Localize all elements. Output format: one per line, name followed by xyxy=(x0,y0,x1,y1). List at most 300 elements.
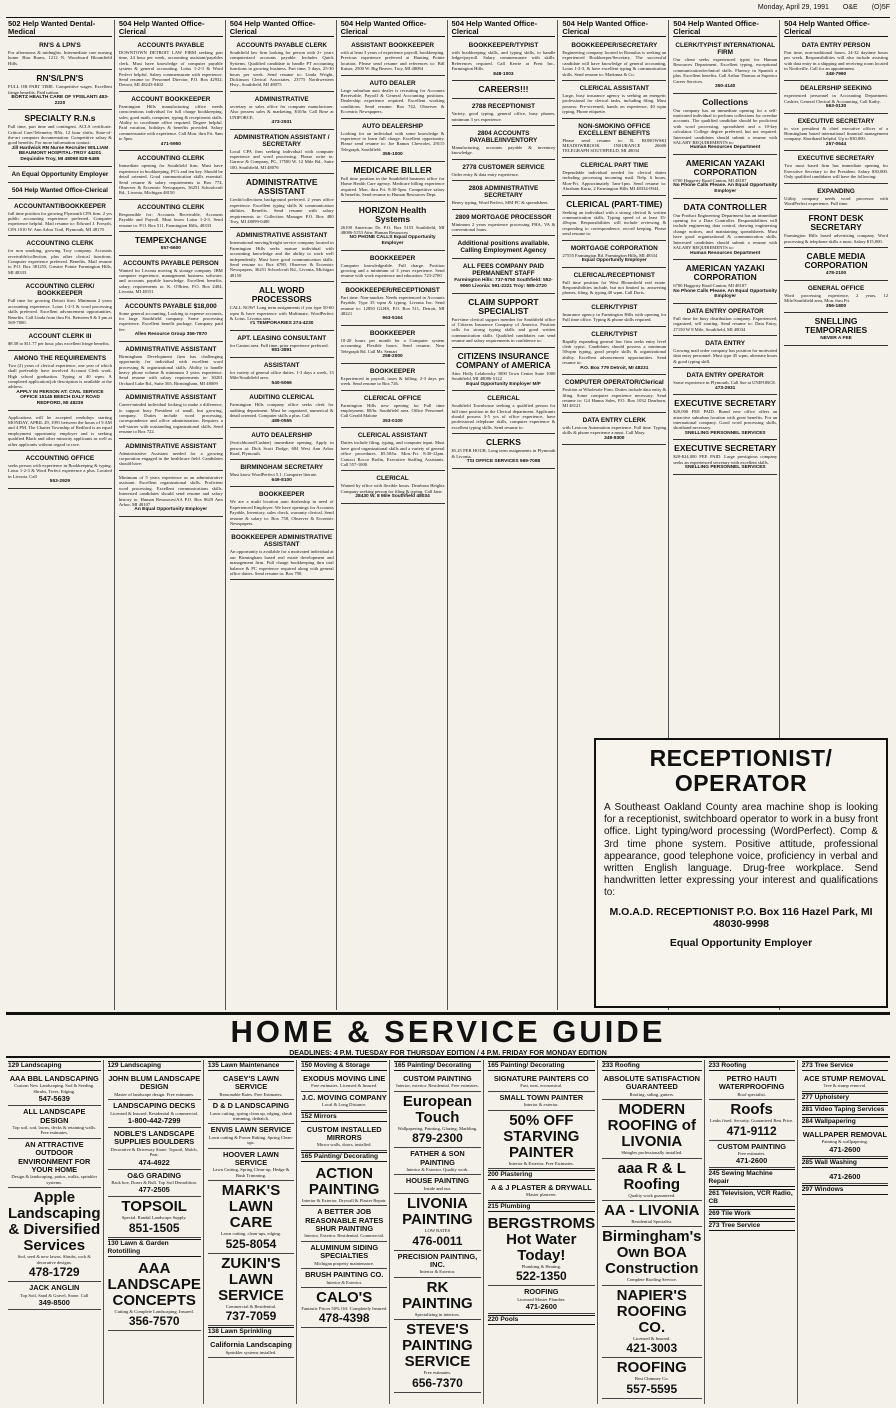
classified-ad xyxy=(562,83,666,119)
guide-ad-body: Lawn Cutting, Spring Clean-up, Hedge & Bush Trimming. xyxy=(212,1167,290,1178)
guide-ad-name: MODERN ROOFING of LIVONIA xyxy=(607,1101,696,1151)
guide-category: 261 Television, VCR Radio, CB xyxy=(709,1189,795,1207)
classified-ad xyxy=(784,283,888,313)
guide-category: 165 Painting/ Decorating xyxy=(301,1152,387,1162)
guide-ad-body: Master of landscape design. Free estimates. xyxy=(114,1091,195,1097)
guide-ad-phone: 471-9112 xyxy=(726,1123,777,1138)
guide-ad xyxy=(8,1188,101,1282)
guide-ad-name: AAA LANDSCAPE CONCEPTS xyxy=(107,1259,201,1309)
classified-ad xyxy=(562,243,666,268)
ad-body: to vice president & chief executive officer of a Birmingham based international financial management company. Shorthand helpful. Up to $30,000. xyxy=(784,125,888,142)
ad-heading: ACCOUNTANT/BOOKKEEPER xyxy=(14,202,106,210)
ad-footer: 563-0130 xyxy=(825,104,847,110)
guide-ad xyxy=(709,1073,795,1100)
ad-footer: Allen Resource Group 356-7870 xyxy=(134,332,207,338)
guide-ad xyxy=(488,1111,596,1169)
guide-ad-body: Reasonable Rates. Free Estimates. xyxy=(219,1091,283,1097)
guide-ad xyxy=(208,1073,294,1100)
guide-ad xyxy=(394,1251,480,1278)
guide-ad-name: D & D LANDSCAPING xyxy=(212,1101,290,1111)
ad-heading: CLERICAL xyxy=(376,475,409,483)
ad-heading: 2804 ACCOUNTS PAYABLE/INVENTORY xyxy=(469,130,538,145)
masthead-page: (O)5F xyxy=(871,4,890,11)
ad-body: We are a multi location auto dealership in need of Experienced Employee. We have openings for Accounts Payable, Inventory, sales check, warranty clerical. Send resume & salary to: Box 758, Observer & Eccentric Newspapers. xyxy=(229,499,334,527)
ad-heading: DATA ENTRY PERSON xyxy=(801,42,871,49)
ad-body: DOWNTOWN DETROIT LAW FIRM seeking part time, 24 hour per week, accounting assistant/payables clerk. Must have knowledge of computer payable system & general accounting. Lotus 1-2-3 & Word Perfect helpful. Salary commensurate with experience. Send resume to: Personnel Director, P.O. Box 42932, Detroit, MI 48243-0402 xyxy=(118,50,223,88)
classified-ad xyxy=(341,121,445,162)
receptionist-heading: RECEPTIONIST/ OPERATOR xyxy=(649,745,833,796)
guide-ad xyxy=(394,1092,480,1148)
guide-ad-phone: 1-800-442-7299 xyxy=(127,1116,181,1126)
ad-footer: 473-2931 xyxy=(715,385,736,391)
ad-body: full time position for growing Plymouth CPA firm. 2 yrs public accounting experience preferred. Computer experience helpful. Mail resume to: Edward J. Forsyth, CPA 1010 W. Ann Arbor Trail, Plymouth, MI 48170 xyxy=(8,210,112,232)
ad-body: Part time, non-traditional hours, 24-32 daytime hours per week. Responsibilities will also include assisting with data entry in a shipping and receiving room located in Northville. Call for an appointment. xyxy=(784,50,888,72)
classified-ad xyxy=(8,453,112,489)
guide-ad-body: Design & landscaping, patios, walks, sprinkler systems. xyxy=(11,1174,98,1185)
guide-ad xyxy=(709,1141,795,1169)
column-heading: 504 Help Wanted Office-Clerical xyxy=(562,20,666,37)
guide-ad-name: CUSTOM PAINTING xyxy=(403,1074,472,1083)
guide-ad-body: Licensed & Insured. xyxy=(633,1335,671,1341)
ad-footer: 471-5950 xyxy=(160,141,181,147)
ad-heading: DATA CONTROLLER xyxy=(683,201,767,212)
ad-heading: ACCOUNTS PAYABLE xyxy=(137,42,205,49)
guide-ad-body: Commercial & Residential. xyxy=(225,1303,277,1309)
classified-ad xyxy=(562,270,666,300)
ad-footer: 28430 W. 8 Mile Southfield 48034 xyxy=(355,494,430,500)
guide-ad-name: SMALL TOWN PAINTER xyxy=(499,1092,584,1102)
guide-ad-phone: 879-2300 xyxy=(412,1131,463,1146)
guide-ad xyxy=(208,1100,294,1124)
ad-body: Some experience in Plymouth. Call Sue at UNIFORCE. xyxy=(673,380,777,386)
guide-ad xyxy=(602,1358,701,1398)
receptionist-body: A Southeast Oakland County area machine shop is looking for a receptionist, switchboard operator to work in a busy front office. Light typing/word processing (WordPerfect). Comp & 3rd time phone system. Positive attitude, professional appearance, good telephone voice, proficiency in verbal and written English language. Drug-free workplace. Send handwritten letter expressing your interest and qualifications to: xyxy=(604,802,878,899)
classified-ad xyxy=(230,462,334,487)
classified-ad xyxy=(341,40,445,76)
ad-heading: EXECUTIVE SECRETARY xyxy=(674,398,777,409)
ad-body: Manufacturing, accounts payable & inventory knowledge. xyxy=(451,145,556,156)
ad-body: with Lexicon Automation experience. Full time. Typing skills & phone experience a must. Call Mary. xyxy=(562,424,667,436)
ad-body: Large, busy insurance agency is seeking an energetic professional for clerical tasks, including filing. Must possess: Pre-screened, hands on experience, 40 wpm typing, Phone etiquette. xyxy=(562,93,667,115)
guide-ad-body: Interior & Exterior. xyxy=(419,1269,456,1275)
ad-heading: CLERK/TYPIST INTERNATIONAL FIRM xyxy=(675,42,776,56)
ad-heading: ACCOUNT CLERK III xyxy=(28,333,92,341)
guide-ad-name: A & J PLASTER & DRYWALL xyxy=(490,1183,592,1193)
ad-footer: SNELLING PERSONNEL SERVICES xyxy=(684,430,766,436)
guide-ad-body: Shingles professionally installed. xyxy=(621,1150,683,1156)
ad-heading: ASSISTANT xyxy=(263,361,300,369)
guide-ad-name: MARK'S LAWN CARE xyxy=(221,1182,281,1232)
guide-ad-name: RK PAINTING xyxy=(402,1278,473,1312)
ad-body: with at least 3 years of experience payroll, bookkeeping. Previous experience preferred at Hunting Pointe location. Please send resume and references to: Bill Kaiser, 2500 W. Big Beaver, Troy, MI 48084 xyxy=(340,50,445,72)
ad-heading: BIRMINGHAM SECRETARY xyxy=(240,464,324,472)
classified-ad xyxy=(230,392,334,428)
guide-ad-phone: 478-4398 xyxy=(318,1311,370,1326)
ad-footer: 540-5066 xyxy=(271,380,292,386)
classified-ad xyxy=(8,40,112,70)
classified-ad xyxy=(673,96,777,155)
ad-footer: 348-7990 xyxy=(825,71,847,77)
guide-ad xyxy=(8,1139,101,1188)
ad-heading: MEDICARE BILLER xyxy=(353,164,432,175)
guide-ad-body: Lawn cutting, spring clean up, edging, shrub trimming, dethatch. xyxy=(209,1110,292,1122)
guide-ad-phone: 522-1350 xyxy=(515,1269,567,1284)
ad-heading: FRONT DESK SECRETARY xyxy=(808,213,864,233)
ad-heading: AMERICAN YAZAKI CORPORATION xyxy=(685,158,765,178)
guide-ad-name: HOOVER LAWN SERVICE xyxy=(223,1149,279,1168)
classified-ad xyxy=(452,296,556,348)
classified-ad xyxy=(562,121,666,158)
ad-body: Administrative Assistant needed for a growing corporation engaged in the healthcare field. Candidates should have: xyxy=(118,450,223,467)
guide-ad-name: ALL LANDSCAPE DESIGN xyxy=(23,1107,86,1125)
ad-body: Some general accounting. Looking to expense accounts, for large Southfield company. Some processing experience. Excellent benefit package. Company paid fee. xyxy=(118,310,223,332)
classified-column xyxy=(6,20,115,1010)
guide-ad-name: AN ATTRACTIVE OUTDOOR ENVIRONMENT FOR YOUR HOME xyxy=(18,1139,91,1175)
ad-body: Full time position for West Bloomfield real estate. Responsibilities include, but not limited to, answering phones, filing, & typing 40 wpm. Call Doris. xyxy=(562,279,667,296)
guide-ad-body: LOW RATES xyxy=(424,1228,451,1234)
guide-ad-phone: 656-7370 xyxy=(412,1375,463,1390)
guide-ad-name: AAA BBL LANDSCAPING xyxy=(9,1074,99,1083)
ad-body: Seeking an individual with a strong clerical & written communication skills. Typing speed of at least 35-40wpm. Responsibilities will include reviewing & responding to correspondence, record keeping. Please send resume to: xyxy=(562,209,667,237)
home-service-guide-banner xyxy=(6,1012,890,1058)
ad-body: for non smoking, growing Troy company. Accounts receivable/collection, plus other clerical functions. Computer experience preferred. Benefits. Mail resume to P.O. Box 381255, Greater Pointe Farmington Hills, MI 48333 xyxy=(8,248,112,275)
ad-body: 10-20 hours per month for a Computer system accounting. Flexible hours. Send resume. Near Telegraph Rd. Call Mr. Semari xyxy=(340,337,445,354)
guide-ad-body: Tree & stump removal. xyxy=(823,1083,867,1089)
ad-body: Two (2) years of clerical experience, one year of which shall preferably have involved Account Clerk work. High school graduation. Typing at 40 wpm. A completed application/job description is available at the address. xyxy=(8,362,112,390)
guide-ad-name: HOUSE PAINTING xyxy=(405,1176,469,1186)
ad-heading: BOOKKEEPER xyxy=(369,367,416,375)
classified-ad xyxy=(8,281,112,329)
ad-heading: ADMINISTRATIVE ASSISTANT xyxy=(236,232,328,240)
ad-body: Applications will be accepted weekdays starting MONDAY, APRIL 29, 1991 between the hours of 9 AM and 4 PM. The Charter Township of Redford is an equal employment opportunity employer and is seeking qualified Black and other minority applicants as well as other applicants without regard to race. xyxy=(8,414,112,447)
ad-footer: 350-4140 xyxy=(715,84,736,90)
ad-footer: 848-1003 xyxy=(493,71,514,77)
ad-heading: ADMINISTRATION ASSISTANT / SECRETARY xyxy=(233,133,330,148)
guide-ad xyxy=(301,1269,387,1288)
ad-body: for Canton area. Full time, prior experience preferred. xyxy=(229,342,329,348)
ad-footer: 349-9300 xyxy=(604,435,625,441)
guide-ad-name: BERGSTROMS Hot Water Today! xyxy=(487,1214,596,1264)
guide-ad xyxy=(602,1201,701,1227)
guide-ad-phone: 471-2600 xyxy=(736,1156,768,1166)
ad-body: Our Product Engineering Department has an immediate opening for a Data Controller. Responsibilities will include engineering data control, drawing engineering change notices, and maintaining spreadsheets. Must have good organizational & communication skills. Interested candidates should submit a resume with SALARY REQUIREMENTS to: xyxy=(673,212,778,251)
ad-body: Full time, part time and contingent. ACLS certificate. Critical Care/Telemetry RNs. 12 hour shifts. State-of-the-art computer documentation. Competitive salary & good benefits. For more information contact: xyxy=(8,124,112,146)
classified-ad xyxy=(452,83,556,99)
guide-ad-body: Top Soil, Sand & Gravel, Stone. Call xyxy=(20,1292,89,1298)
classified-ad xyxy=(562,40,666,81)
guide-ad-name: TOPSOIL xyxy=(121,1198,187,1216)
ad-heading: ACCOUNT BOOKKEEPER xyxy=(131,95,211,103)
ad-heading: CLERKS xyxy=(485,437,521,448)
guide-ad xyxy=(488,1092,596,1111)
classified-column xyxy=(117,20,226,1010)
guide-ad-name: aaa R & L Roofing xyxy=(617,1159,686,1193)
column-heading: 504 Help Wanted Office-Clerical xyxy=(452,20,556,37)
guide-category: 269 Tile Work xyxy=(709,1209,795,1219)
guide-ad-name: ENVIS LAWN SERVICE xyxy=(210,1125,292,1135)
guide-ad-phone: 477-2505 xyxy=(138,1185,170,1195)
classified-ad xyxy=(119,153,223,199)
ad-heading: GENERAL OFFICE xyxy=(807,284,865,292)
ad-body: Farmington Hills company office seeks clerk for auditing department. Must be organized, numerical & detail oriented. Computer skills a plus. Call xyxy=(229,402,334,419)
classified-ad xyxy=(562,415,666,445)
classified-ad xyxy=(452,261,556,293)
ad-body: Southfield law firm looking for person with 2+ years computerized accounts payable. Includes Quick Systems. Qualified candidate to handle PT accounting functions in growing business. Part time, 5 days, 25-30 hours per week. Send resume to: Linda Wright, Dickinson Clerical Associates, 23775 Northwestern Hwy., Southfield, MI 48075 xyxy=(229,50,334,88)
guide-ad-body: Free estimates. Licensed & Insured. xyxy=(311,1083,378,1089)
classified-ad xyxy=(119,202,223,232)
ad-body: Must know WordPerfect 5.1. Computer literate. xyxy=(229,472,318,478)
ad-footer: TSI OFFICE SERVICES 569-7088 xyxy=(466,458,541,464)
ad-body: Birmingham Development firm has challenging opportunity for individual with excellent word processing & organizational skills. Ability to handle heavy phone volume & minimum 3 years experience. Send resume with salary requirements to: 30201 Orchard Lake Rd., Suite 365, Birmingham, MI 48009 xyxy=(118,353,223,386)
ad-footer: 557-6600 xyxy=(160,245,181,251)
guide-ad-phone: 851-1505 xyxy=(128,1220,180,1235)
classified-ad xyxy=(119,473,223,517)
guide-ad xyxy=(108,1259,201,1331)
classified-ad xyxy=(784,250,888,281)
guide-ad-body: Interior & Exterior. Free Estimates. xyxy=(508,1160,574,1166)
ad-body: experienced personnel in Accounting Department. Cashier, General Clerical & Accounting. Call Kathy. xyxy=(784,93,888,104)
classified-ad xyxy=(562,377,666,413)
guide-ad-body: Inside and out. xyxy=(423,1185,452,1191)
guide-ad-body: Sod, seed & new lawns. Shrubs, rock & decorative designs. xyxy=(17,1254,91,1265)
guide-ad-phone: 478-1729 xyxy=(28,1265,80,1280)
classified-column xyxy=(228,20,337,1010)
guide-category: 233 Roofing xyxy=(709,1061,795,1071)
classified-ad xyxy=(452,393,556,434)
guide-ad-name: SIGNATURE PAINTERS CO xyxy=(493,1074,589,1083)
guide-ad-name: Roofs xyxy=(730,1101,773,1119)
guide-ad xyxy=(108,1100,201,1128)
ad-body: Responsible for: Accounts Receivable, Accounts Payable and Payroll. Must know Lotus 1-2-3. Send resume to: P.O. Box 511, Farmington Hills, 48333 xyxy=(118,211,223,228)
guide-ad xyxy=(208,1124,294,1148)
ad-footer: 258-2000 xyxy=(382,354,403,360)
guide-column xyxy=(106,1060,204,1404)
guide-ad-body: Fantastic Prices 50% Off. Completely Insured. xyxy=(301,1305,388,1311)
guide-ad-body: Interior, exterior. Residential. Free estimates. xyxy=(396,1083,479,1089)
guide-ad-name: ROOFING xyxy=(616,1359,687,1377)
guide-ad xyxy=(208,1181,294,1253)
ad-body: Full time for busy distribution company. Experienced, organized, self starting. Send resume to: Data Entry, 27150 W 8 Mile, Southfield, MI 48034 xyxy=(673,315,778,332)
guide-ad xyxy=(488,1214,596,1286)
guide-ad-body: Specializing in interiors. xyxy=(414,1311,460,1317)
ad-body: CALL NOW! Long term assignments if you type 50-60 wpm & have experience with Multimate, WordPerfect & Lotus. Livonia area. xyxy=(229,305,334,321)
guide-ad-name: ZUKIN'S LAWN SERVICE xyxy=(218,1254,284,1304)
ad-heading: DATA ENTRY OPERATOR xyxy=(686,372,764,380)
guide-column xyxy=(707,1060,798,1404)
column-heading: 504 Help Wanted Office-Clerical xyxy=(784,20,888,37)
ad-heading: ACCOUNTING CLERK xyxy=(26,240,94,248)
classified-ad xyxy=(8,169,112,183)
classified-ad xyxy=(341,430,445,471)
classified-ad xyxy=(341,164,445,202)
guide-ad xyxy=(602,1073,701,1100)
ad-footer: Jill Hardwick RN Nurse Recruiter WILLIAM BEAUMONT HOSPITAL-TROY 44201 Dequindre Troy, MI 48098 828-5485 xyxy=(11,145,109,163)
ad-heading: CLERICAL ASSISTANT xyxy=(579,85,650,93)
ad-heading: DATA ENTRY OPERATOR xyxy=(686,307,764,315)
guide-ad-body: Painting & wallpapering. xyxy=(821,1139,868,1145)
classified-ad xyxy=(673,201,777,260)
guide-category: 129 Landscaping xyxy=(8,1061,101,1071)
ad-heading: 2808 ADMINISTRATIVE SECRETARY xyxy=(468,185,539,200)
guide-ad-name: AA - LIVONIA xyxy=(604,1202,700,1220)
guide-ad-body: Wallpapering, Painting, Glazing, Marbling. xyxy=(397,1125,478,1131)
ad-heading: CLERICAL xyxy=(487,395,520,403)
guide-category: 129 Landscaping xyxy=(108,1061,201,1071)
classified-ad xyxy=(452,101,556,126)
guide-ad-name: ACTION PAINTING xyxy=(308,1164,380,1198)
guide-ad xyxy=(108,1197,201,1237)
ad-body: Computer knowledgeable. Full charge. Position growing and a minimum of 3 years experience. Send resume with work experience and education: 723-2700 xyxy=(340,262,445,279)
ad-heading: CLAIM SUPPORT SPECIALIST xyxy=(468,296,539,316)
classified-ad xyxy=(452,212,556,237)
guide-ad-name: A BETTER JOB REASONABLE RATES SHUR PAINTING xyxy=(305,1207,384,1234)
ad-footer: #1 TEMPORARIES 274-4230 xyxy=(249,321,314,327)
ad-body: with bookkeeping skills, and typing skills, to handle ledger/payroll. Salary commensurate with skills. References required. Call Kerrie at Prest Inc., Farmington Hills. xyxy=(451,50,556,72)
guide-ad xyxy=(394,1175,480,1194)
ad-heading: CAREERS!!! xyxy=(478,84,529,95)
guide-ad-body: Best Chimney Co. xyxy=(634,1376,669,1382)
guide-category: 277 Upholstery xyxy=(802,1093,888,1103)
ad-footer: NO PHONE CALLS Equal Opportunity Employer xyxy=(349,235,436,246)
classified-ad xyxy=(673,262,777,304)
guide-ad xyxy=(108,1073,201,1100)
guide-ad-phone: 547-5639 xyxy=(38,1094,70,1104)
classified-ad xyxy=(784,116,888,152)
classified-ad xyxy=(673,338,777,368)
classified-ad xyxy=(230,360,334,390)
guide-ad-body: Top soil, sod, lawns, decks & retaining walls. Free estimates. xyxy=(12,1125,97,1136)
ad-body: 26100 American Dr. P.O. Box 5153 Southfield, MI 48086-5153 Attn: Human Resources xyxy=(340,224,445,235)
ad-footer: 355-1000 xyxy=(382,152,403,158)
classified-ad xyxy=(230,40,334,92)
guide-ad xyxy=(709,1100,795,1140)
guide-ad xyxy=(602,1227,701,1285)
ad-footer: 473-2931 xyxy=(271,120,292,126)
guide-category: 273 Tree Service xyxy=(709,1221,795,1231)
guide-ad-name: J.C. MOVING COMPANY xyxy=(301,1092,387,1102)
guide-ad xyxy=(301,1124,387,1151)
guide-category: 245 Sewing Machine Repair xyxy=(709,1169,795,1187)
guide-category: 130 Lawn & Garden Rototilling xyxy=(108,1239,201,1257)
guide-category: 135 Lawn Maintenance xyxy=(208,1061,294,1071)
ad-heading: ASSISTANT BOOKKEEPER xyxy=(351,42,435,49)
ad-heading: CLERICAL (PART-TIME) xyxy=(566,198,663,209)
ad-heading: AUTO DEALER xyxy=(369,79,416,87)
ad-footer: 478-2100 xyxy=(825,271,847,277)
guide-ad-body: Sprinkler systems installed. xyxy=(225,1349,277,1355)
guide-category: 150 Moving & Storage xyxy=(301,1061,387,1071)
guide-ad-name: CASEY'S LAWN SERVICE xyxy=(222,1074,279,1092)
guide-ad-name: ACE STUMP REMOVAL xyxy=(803,1074,886,1083)
ad-heading: CITIZENS INSURANCE COMPANY of AMERICA xyxy=(456,350,551,370)
ad-heading: BOOKKEEPER ADMINISTRATIVE ASSISTANT xyxy=(231,534,333,549)
guide-ad xyxy=(802,1129,888,1157)
classified-ad xyxy=(119,258,223,299)
ad-body: For afternoons & midnights. Intermediate care nursing home. Bias Burns, 1212 N. Woodward Bloomfield Hills. xyxy=(8,50,112,66)
guide-ad-phone: 557-5595 xyxy=(626,1381,678,1396)
classified-ad xyxy=(8,413,112,451)
guide-ad-body: Complete Roofing Service. xyxy=(626,1277,677,1283)
guide-category: 165 Painting/ Decorating xyxy=(488,1061,596,1071)
ad-heading: AMERICAN YAZAKI CORPORATION xyxy=(685,263,765,283)
ad-body: Farmington Hills new opening for Full time employment. $8/hr. Southfield area. Office Personnel. Call Gerald Malone xyxy=(340,402,445,419)
guide-ad-body: Mirror walls, doors, installed. xyxy=(316,1142,372,1148)
guide-category: 200 Plastering xyxy=(488,1170,596,1180)
column-heading: 504 Help Wanted Office-Clerical xyxy=(341,20,445,37)
guide-ad-phone: 525-8054 xyxy=(225,1236,277,1251)
ad-body: $20,000 FEE PAID. Brand new office offers an attractive suburban location with great benefits. For an international company. Good word processing skills, shorthand necessary. xyxy=(673,409,778,431)
ad-footer: No Phone Calls Please. An Equal Opportunity Employer xyxy=(673,183,778,195)
classified-ad xyxy=(230,532,334,580)
ad-body: Wanted by office with flexible hours. Dearborn Heights Company seeking person for filing & typing. Call Jane. xyxy=(340,483,445,494)
guide-ad-body: Plumbing & Heating. xyxy=(521,1263,562,1269)
guide-ad-name: 50% OFF STARVING PAINTER xyxy=(503,1111,580,1161)
classified-ad xyxy=(673,442,777,474)
ad-body: for variety of general office duties. 1-3 days a week, 13 Mile/Southfield area. xyxy=(229,369,334,381)
ad-heading: 504 Help Wanted Office-Clerical xyxy=(11,186,108,194)
guide-ad-body: Roofing, siding, gutters. xyxy=(629,1091,675,1097)
guide-ad xyxy=(8,1073,101,1106)
ad-heading: AUTO DEALERSHIP xyxy=(251,432,313,440)
guide-ad-name: LANDSCAPING DECKS xyxy=(113,1101,196,1111)
guide-category: 138 Lawn Sprinkling xyxy=(208,1327,294,1337)
ad-heading: ADMINISTRATIVE xyxy=(254,95,309,103)
guide-ad xyxy=(301,1288,387,1328)
guide-category: 220 Pools xyxy=(488,1315,596,1325)
ad-body: Duties include filing, typing, and computer input. Must have good organizational skills and a variety of general office procedures. $5.50/hr. Mon.-Fri. 8:30-12pm. Contact Rocco Rodin, Executive Staffing Assistants. Call 557-1000. xyxy=(340,440,445,467)
guide-category: 233 Roofing xyxy=(602,1061,701,1071)
ad-body: Growing mail order company has position for motivated data entry personnel. Must type 45 wpm, alternate hours & good typing skill. xyxy=(673,347,778,364)
guide-ad-body: Interior, Exterior. Residential. Commercial. xyxy=(304,1233,385,1239)
ad-heading: AMONG THE REQUIREMENTS xyxy=(13,354,107,362)
guide-ad xyxy=(394,1148,480,1175)
guide-ad xyxy=(488,1073,596,1092)
classified-ad xyxy=(784,186,888,211)
classified-ad xyxy=(8,72,112,110)
guide-ad-name: PRECISION PAINTING, INC. xyxy=(397,1251,478,1270)
guide-category: 281 Video Taping Services xyxy=(802,1105,888,1115)
guide-ad-body: Custom New Landscaping. Sod & Seeding. Shrubs, Trees. Edging. xyxy=(14,1083,95,1094)
ad-heading: 2778 CUSTOMER SERVICE xyxy=(462,163,545,171)
ad-heading: Collections xyxy=(702,96,749,107)
guide-column xyxy=(600,1060,704,1404)
guide-ad-body: Cutting & Complete Landscaping. Insured. xyxy=(114,1308,194,1314)
ad-heading: MORTGAGE CORPORATION xyxy=(570,244,658,252)
ad-body: FULL OR PART TIME. Competitive wages. Excellent fringe benefits. Paid tuition. xyxy=(8,84,112,95)
column-heading: 504 Help Wanted Office-Clerical xyxy=(673,20,777,37)
ad-body: Career-minded individual looking to make a difference, to support busy President of small, but growing, company. Duties include word processing, correspondence and office administration. Requires a self-starter with outstanding organizational skills. Send resume to Box 722. xyxy=(118,402,223,435)
guide-ad-name: CALO'S xyxy=(316,1288,373,1306)
ad-heading: DATA ENTRY xyxy=(705,339,746,347)
ad-heading: RN'S/LPN'S xyxy=(36,73,84,84)
ad-heading: BOOKKEEPER/TYPIST xyxy=(468,42,539,49)
guide-ad-phone: 349-8500 xyxy=(38,1297,70,1307)
guide-ad xyxy=(802,1073,888,1092)
masthead xyxy=(6,4,890,18)
classified-ad xyxy=(8,353,112,411)
column-heading: 504 Help Wanted Office-Clerical xyxy=(230,20,334,37)
guide-ad-name: California Landscaping xyxy=(210,1340,292,1350)
classified-ad xyxy=(562,329,666,376)
guide-column xyxy=(486,1060,599,1404)
guide-ad-body: Licensed Master Plumber. xyxy=(517,1296,566,1302)
ad-heading: ACCOUNTING CLERK xyxy=(137,203,205,211)
ad-heading: DEALERSHIP SEEKING xyxy=(800,85,872,93)
ad-footer: 489-0555 xyxy=(271,418,292,424)
guide-ad-name: ALUMINUM SIDING SPECIALTIES xyxy=(310,1242,379,1261)
ad-footer: Equal Opportunity Employer xyxy=(581,257,647,263)
guide-ad-name: European Touch xyxy=(402,1092,473,1126)
